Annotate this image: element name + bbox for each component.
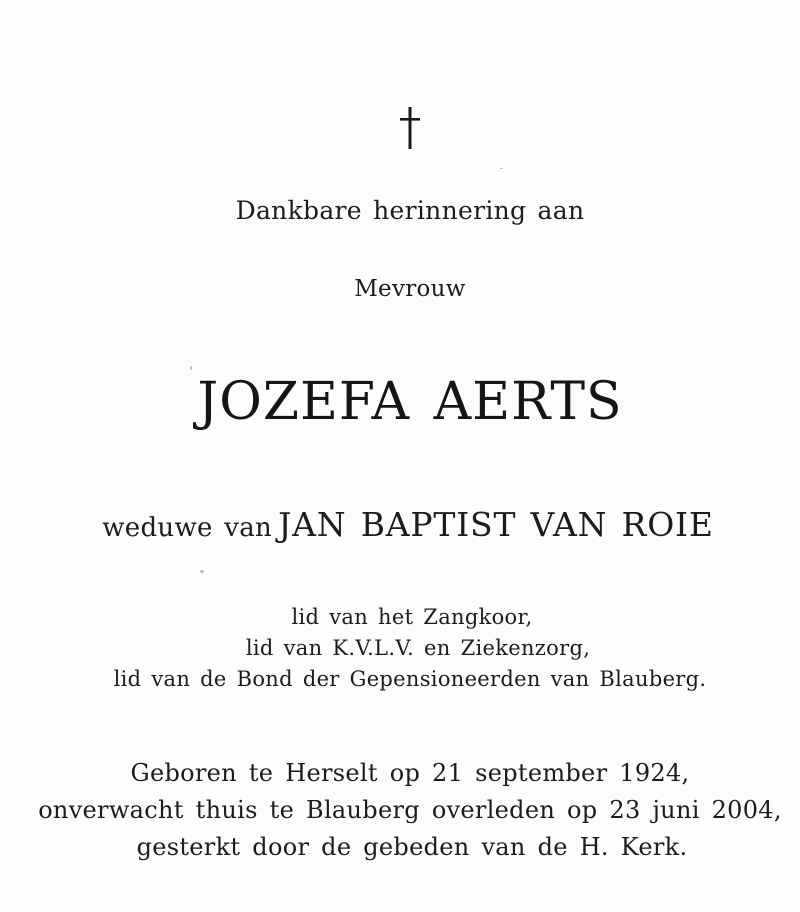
membership-line: lid van K.V.L.V. en Ziekenzorg, (245, 636, 591, 660)
widow-prefix: weduwe van (102, 513, 273, 543)
deceased-name: JOZEFA AERTS (197, 372, 623, 432)
membership-line: lid van de Bond der Gepensioneerden van Blauberg. (113, 667, 707, 691)
death-line: onverwacht thuis te Blauberg overleden op 23 juni 2004, (38, 796, 782, 824)
honorific: Mevrouw (354, 276, 466, 302)
paper-speck (200, 570, 204, 573)
membership-line: lid van het Zangkoor, (291, 605, 533, 629)
blessing-line: gesterkt door de gebeden van de H. Kerk. (136, 833, 688, 861)
intro-text: Dankbare herinnering aan (235, 196, 585, 225)
cross-icon (398, 106, 422, 150)
paper-speck (190, 366, 192, 370)
widow-line (8, 505, 800, 544)
birth-line: Geboren te Herselt op 21 september 1924, (130, 759, 690, 787)
paper-speck (500, 168, 503, 169)
spouse-name: JAN BAPTIST VAN ROIE (278, 505, 714, 544)
